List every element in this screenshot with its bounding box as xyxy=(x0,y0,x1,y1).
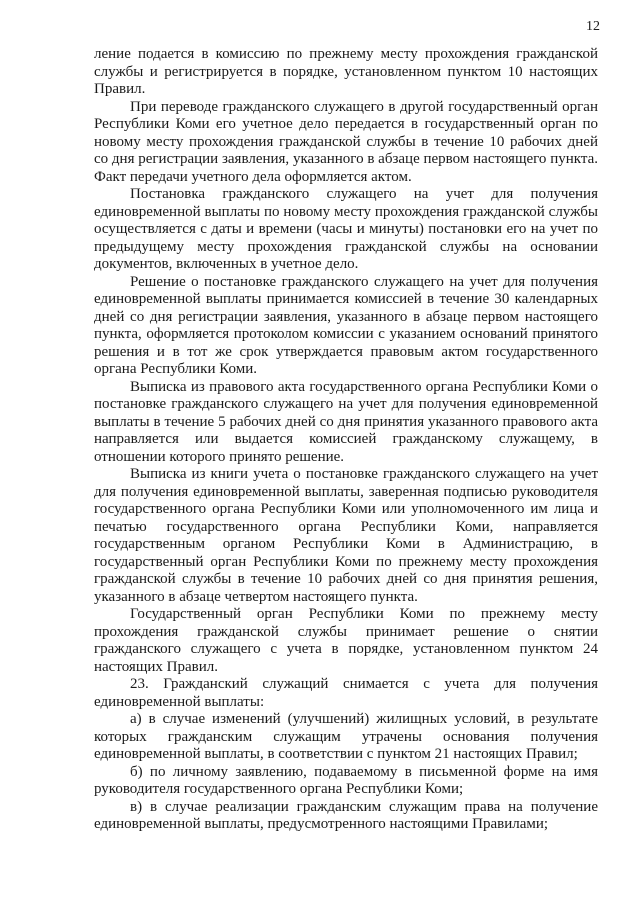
page-number: 12 xyxy=(586,19,600,34)
paragraph-decision: Решение о постановке гражданского служащего на учет для получения единовременной выплаты принимается комиссией в течение 30 календарных дней со дня регистрации заявления, указанного в абзаце первом настоящего пункта, оформляется протоколом комиссии с указанием оснований принятого решения и в тот же срок утверждается правовым актом государственного органа Республики Коми. xyxy=(94,273,598,377)
paragraph-continuation: ление подается в комиссию по прежнему месту прохождения гражданской службы и регистрируется в порядке, установленном пунктом 10 настоящих Правил. xyxy=(94,46,598,97)
paragraph-registration: Постановка гражданского служащего на учет для получения единовременной выплаты по новому месту прохождения гражданской службы осуществляется с даты и времени (часы и минуты) постановки его на учет по предыдущему месту прохождения гражданской службы на основании документов, включенных в учетное дело. xyxy=(94,186,598,272)
paragraph-transfer: При переводе гражданского служащего в другой государственный орган Республики Коми его учетное дело передается в государственный орган по новому месту прохождения гражданской службы в течение 10 рабочих дней со дня регистрации заявления, указанного в абзаце первом настоящего пункта. Факт передачи учетного дела оформляется актом. xyxy=(94,98,598,185)
paragraph-removal-decision: Государственный орган Республики Коми по прежнему месту прохождения гражданской службы принимает решение о снятии гражданского служащего с учета в порядке, установленном пунктом 24 настоящих Правил. xyxy=(94,606,598,675)
paragraph-extract-book: Выписка из книги учета о постановке гражданского служащего на учет для получения единовременной выплаты, заверенная подписью руководителя государственного органа Республики Коми или уполномоченного им лица и печатью государственного органа Республики Коми, направляется государственным органом Республики Коми в Администрацию, в государственный орган Республики Коми по прежнему месту прохождения гражданской службы в течение 10 рабочих дней со дня принятия решения, указанного в абзаце четвертом настоящего пункта. xyxy=(94,466,598,605)
paragraph-item-23: 23. Гражданский служащий снимается с учета для получения единовременной выплаты: xyxy=(94,676,598,710)
list-item-a: а) в случае изменений (улучшений) жилищных условий, в результате которых гражданским служащим утрачены основания получения единовременной выплаты, в соответствии с пунктом 21 настоящих Правил; xyxy=(94,711,598,762)
document-body xyxy=(94,46,598,834)
list-item-v: в) в случае реализации гражданским служащим права на получение единовременной выплаты, предусмотренного настоящими Правилами; xyxy=(94,798,598,832)
list-item-b: б) по личному заявлению, подаваемому в письменной форме на имя руководителя государственного органа Республики Коми; xyxy=(94,763,598,797)
paragraph-extract-act: Выписка из правового акта государственного органа Республики Коми о постановке гражданского служащего на учет для получения единовременной выплаты в течение 5 рабочих дней со дня принятия указанного правового акта направляется или выдается комиссией гражданскому служащему, в отношении которого принято решение. xyxy=(94,378,598,465)
